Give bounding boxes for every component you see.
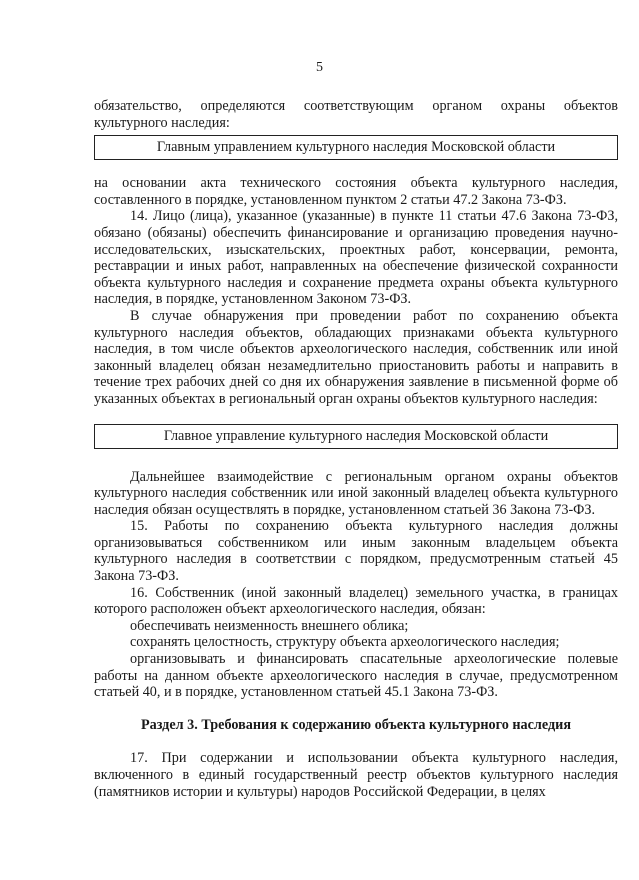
- paragraph-17: 17. При содержании и использовании объекта культурного наследия, включенного в единый государственный реестр объектов культурного наследия (памятников истории и культуры) народов Российской Федерации, в целях: [94, 750, 618, 800]
- paragraph-intro: обязательство, определяются соответствующим органом охраны объектов культурного наследия:: [94, 98, 618, 131]
- page-number: 5: [316, 60, 323, 75]
- paragraph-16-item-c: организовывать и финансировать спасательные археологические полевые работы на данном объекте археологического наследия в случае, предусмотренном статьей 40, и в порядке, установленном статьей 45.1 Закона 73-ФЗ.: [94, 651, 618, 701]
- paragraph-16: 16. Собственник (иной законный владелец) земельного участка, в границах которого расположен объект археологического наследия, обязан:: [94, 584, 618, 618]
- paragraph-basis: на основании акта технического состояния объекта культурного наследия, составленного в порядке, установленном пунктом 2 статьи 47.2 Закона 73-ФЗ.: [94, 175, 618, 208]
- paragraph-discovery: В случае обнаружения при проведении работ по сохранению объекта культурного наследия объектов, обладающих признаками объекта культурного наследия, в том числе объектов археологического наследия, собственник или иной законный владелец обязан незамедлительно приостановить работы и направить в течение трех рабочих дней со дня их обнаружения заявление в письменной форме об указанных объектах в региональный орган охраны объектов культурного наследия:: [94, 307, 618, 407]
- page-content: [94, 98, 618, 800]
- paragraph-16-item-b: сохранять целостность, структуру объекта археологического наследия;: [130, 634, 560, 651]
- paragraph-15: 15. Работы по сохранению объекта культурного наследия должны организовываться собственником или иным законным владельцем объекта культурного наследия в соответствии с порядком, предусмотренным статьей 45 Закона 73-ФЗ.: [94, 518, 618, 585]
- authority-box-2: Главное управление культурного наследия Московской области: [94, 424, 618, 449]
- paragraph-further-interaction: Дальнейшее взаимодействие с региональным органом охраны объектов культурного наследия собственник или иной законный владелец объекта культурного наследия обязан осуществлять в порядке, установленном статьей 36 Закона 73-ФЗ.: [94, 468, 618, 518]
- paragraph-16-item-a: обеспечивать неизменность внешнего облика;: [130, 617, 409, 634]
- section-3-title: Раздел 3. Требования к содержанию объекта культурного наследия: [140, 716, 572, 733]
- paragraph-14: 14. Лицо (лица), указанное (указанные) в пункте 11 статьи 47.6 Закона 73-ФЗ, обязано (обязаны) обеспечить финансирование и организацию проведения научно-исследовательских, изыскательских, проектных работ, консервации, ремонта, реставрации и иных работ, направленных на обеспечение физической сохранности объекта культурного наследия и сохранение предмета охраны объекта культурного наследия, в порядке, установленном Законом 73-ФЗ.: [94, 208, 618, 308]
- authority-box-1: Главным управлением культурного наследия Московской области: [94, 135, 618, 160]
